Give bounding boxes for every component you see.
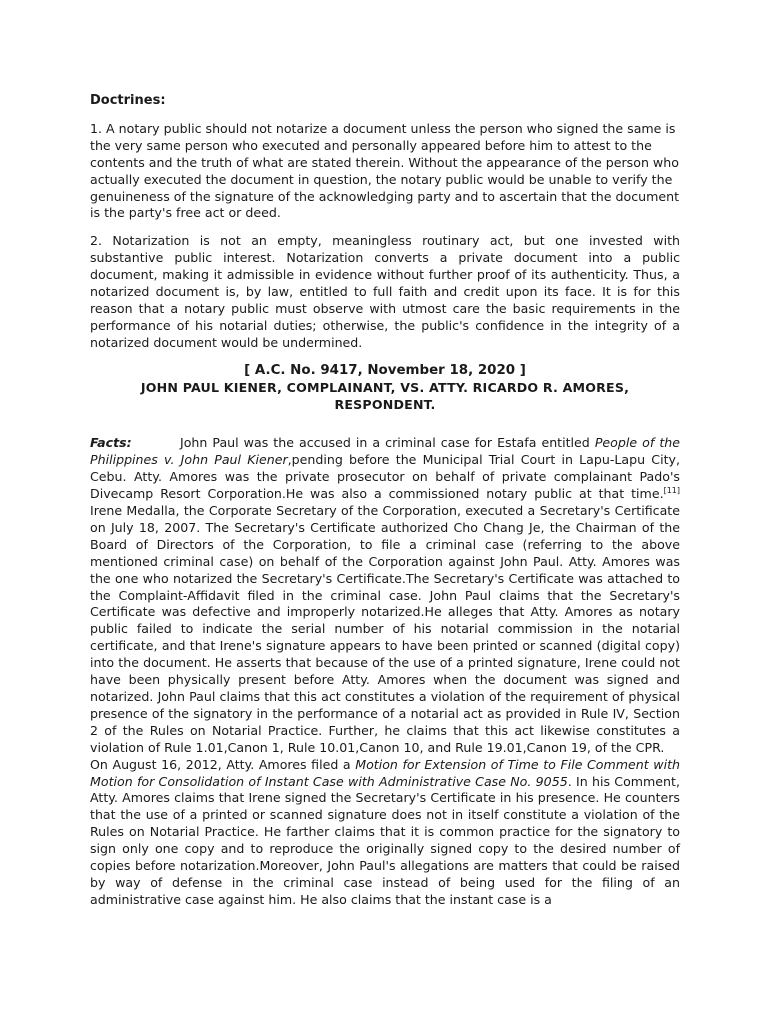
doctrines-heading: Doctrines: bbox=[90, 93, 166, 108]
case-number: [ A.C. No. 9417, November 18, 2020 ] bbox=[244, 362, 526, 378]
case-parties-line-2: RESPONDENT. bbox=[334, 396, 436, 412]
facts-text-e: . In his Comment, Atty. Amores claims that Irene signed the Secretary's Certificate in his presence. He counters that the use of a printed or scanned signature does not in itself constitute a violation of the Rules on Notarial Practice. He farther claims that it is common practice for the signatory to sign only one copy and to reproduce the originally signed copy to the desired number of copies before notarization.Moreover, John Paul's allegations are matters that could be raised by way of defense in the criminal case instead of being used for the filing of an administrative case against him. He also claims that the instant case is a bbox=[90, 773, 680, 907]
doctrine-item-1: 1. A notary public should not notarize a document unless the person who signed the same is the very same person who executed and personally appeared before him to attest to the contents and the truth of what are stated therein. Without the appearance of the person who actually executed the document in question, the notary public would be unable to verify the genuineness of the signature of the acknowledging party and to ascertain that the document is the party's free act or deed. bbox=[90, 120, 680, 221]
motion-title: Motion for Extension of Time to File Comment with Motion for Consolidation of Instant Case with Administrative Case No. 9055 bbox=[90, 756, 680, 789]
facts-section bbox=[90, 435, 680, 908]
facts-text-a: John Paul was the accused in a criminal case for Estafa entitled bbox=[180, 435, 595, 451]
facts-text-c: Irene Medalla, the Corporate Secretary of the Corporation, executed a Secretary's Certificate on July 18, 2007. The Secretary's Certificate authorized Cho Chang Je, the Chairman of the Board of Directors of the Corporation, to file a criminal case (referring to the above mentioned criminal case) on behalf of the Corporation against John Paul. Atty. Amores was the one who notarized the Secretary's Certificate.The Secretary's Certificate was attached to the Complaint-Affidavit filed in the criminal case. John Paul claims that the Secretary's Certificate was defective and improperly notarized.He alleges that Atty. Amores as notary public failed to indicate the serial number of his notarial commission in the notarial certificate, and that Irene's signature appears to have been printed or scanned (digital copy) into the document. He asserts that because of the use of a printed signature, Irene could not have been physically present before Atty. Amores when the document was signed and notarized. John Paul claims that this act constitutes a violation of the requirement of physical presence of the signatory in the performance of a notarial act as provided in Rule IV, Section 2 of the Rules on Notarial Practice. Further, he claims that this act likewise constitutes a violation of Rule 1.01,Canon 1, Rule 10.01,Canon 10, and Rule 19.01,Canon 19, of the CPR. bbox=[90, 503, 680, 755]
facts-text-b: ,pending before the Municipal Trial Court in Lapu-Lapu City, Cebu. Atty. Amores was the private prosecutor on behalf of private complainant Pado's Divecamp Resort Corporation.He was also a commissioned notary public at that time. bbox=[90, 452, 680, 502]
footnote-link[interactable]: [11] bbox=[663, 485, 680, 495]
case-title: People of the Philippines v. John Paul Kiener bbox=[90, 435, 680, 468]
facts-label: Facts: bbox=[90, 435, 132, 451]
facts-text-d: On August 16, 2012, Atty. Amores filed a bbox=[90, 756, 356, 772]
case-parties-line-1: JOHN PAUL KIENER, COMPLAINANT, VS. ATTY. RICARDO R. AMORES, bbox=[140, 379, 630, 395]
doctrine-item-2: 2. Notarization is not an empty, meaningless routinary act, but one invested with substantive public interest. Notarization converts a private document into a public document, making it admissible in evidence without further proof of its authenticity. Thus, a notarized document is, by law, entitled to full faith and credit upon its face. It is for this reason that a notary public must observe with utmost care the basic requirements in the performance of his notarial duties; otherwise, the public's confidence in the integrity of a notarized document would be undermined. bbox=[90, 233, 680, 350]
